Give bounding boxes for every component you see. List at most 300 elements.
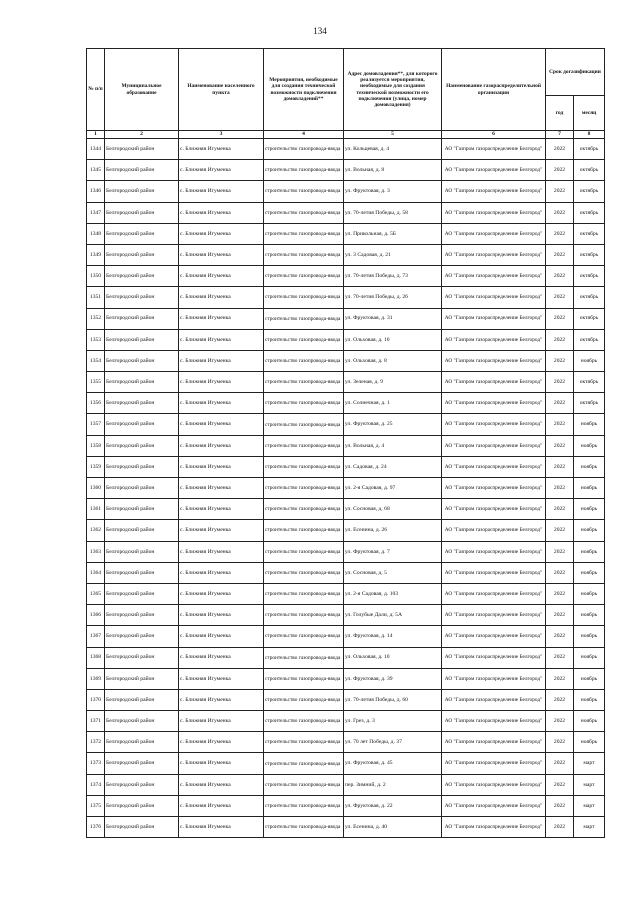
year-cell: 2022 — [546, 774, 574, 795]
table-row — [87, 689, 605, 710]
activity-cell: строительство газопровода-ввода — [264, 753, 344, 774]
column-number: 6 — [442, 131, 546, 139]
address-cell: ул. Садовая, д. 24 — [344, 456, 442, 477]
activity-cell: строительство газопровода-ввода — [264, 541, 344, 562]
year-cell: 2022 — [546, 647, 574, 668]
row-number: 1369 — [87, 668, 105, 689]
column-number: 7 — [546, 131, 574, 139]
month-cell: октябрь — [574, 160, 605, 181]
municipality-cell: Белгородский район — [105, 456, 179, 477]
settlement-cell: с. Ближняя Игуменка — [179, 562, 264, 583]
table-row — [87, 456, 605, 477]
column-number: 1 — [87, 131, 105, 139]
row-number: 1373 — [87, 753, 105, 774]
row-number: 1361 — [87, 499, 105, 520]
header-municipality: Муниципальное образование — [105, 49, 179, 131]
month-cell: ноябрь — [574, 478, 605, 499]
organization-cell: АО "Газпром газораспределение Белгород" — [442, 435, 546, 456]
table-row — [87, 605, 605, 626]
organization-cell: АО "Газпром газораспределение Белгород" — [442, 244, 546, 265]
organization-cell: АО "Газпром газораспределение Белгород" — [442, 308, 546, 329]
activity-cell: строительство газопровода-ввода — [264, 329, 344, 350]
municipality-cell: Белгородский район — [105, 329, 179, 350]
address-cell: ул. 70-летия Победы, д. 60 — [344, 689, 442, 710]
row-number: 1374 — [87, 774, 105, 795]
settlement-cell: с. Ближняя Игуменка — [179, 244, 264, 265]
activity-cell: строительство газопровода-ввода — [264, 393, 344, 414]
municipality-cell: Белгородский район — [105, 266, 179, 287]
settlement-cell: с. Ближняя Игуменка — [179, 817, 264, 838]
activity-cell: строительство газопровода-ввода — [264, 689, 344, 710]
row-number: 1364 — [87, 562, 105, 583]
municipality-cell: Белгородский район — [105, 583, 179, 604]
settlement-cell: с. Ближняя Игуменка — [179, 626, 264, 647]
year-cell: 2022 — [546, 711, 574, 732]
organization-cell: АО "Газпром газораспределение Белгород" — [442, 647, 546, 668]
row-number: 1346 — [87, 181, 105, 202]
month-cell: ноябрь — [574, 541, 605, 562]
settlement-cell: с. Ближняя Игуменка — [179, 732, 264, 753]
address-cell: ул. Фруктовая, д. 45 — [344, 753, 442, 774]
table-row — [87, 562, 605, 583]
year-cell: 2022 — [546, 795, 574, 816]
month-cell: ноябрь — [574, 562, 605, 583]
row-number: 1344 — [87, 139, 105, 160]
row-number: 1348 — [87, 223, 105, 244]
row-number: 1376 — [87, 817, 105, 838]
address-cell: ул. Фруктовая, д. 14 — [344, 626, 442, 647]
column-numbers-row — [87, 131, 605, 139]
month-cell: ноябрь — [574, 499, 605, 520]
month-cell: октябрь — [574, 308, 605, 329]
table-row — [87, 541, 605, 562]
page-number: 134 — [313, 26, 327, 36]
municipality-cell: Белгородский район — [105, 732, 179, 753]
settlement-cell: с. Ближняя Игуменка — [179, 605, 264, 626]
year-cell: 2022 — [546, 520, 574, 541]
row-number: 1353 — [87, 329, 105, 350]
organization-cell: АО "Газпром газораспределение Белгород" — [442, 202, 546, 223]
activity-cell: строительство газопровода-ввода — [264, 308, 344, 329]
year-cell: 2022 — [546, 562, 574, 583]
activity-cell: строительство газопровода-ввода — [264, 562, 344, 583]
row-number: 1363 — [87, 541, 105, 562]
table-row — [87, 478, 605, 499]
organization-cell: АО "Газпром газораспределение Белгород" — [442, 774, 546, 795]
address-cell: ул. Прикольная, д. 5Б — [344, 223, 442, 244]
municipality-cell: Белгородский район — [105, 499, 179, 520]
municipality-cell: Белгородский район — [105, 435, 179, 456]
month-cell: ноябрь — [574, 350, 605, 371]
address-cell: ул. Вольная, д. 8 — [344, 160, 442, 181]
year-cell: 2022 — [546, 308, 574, 329]
row-number: 1355 — [87, 372, 105, 393]
address-cell: ул. Грез, д. 3 — [344, 711, 442, 732]
row-number: 1365 — [87, 583, 105, 604]
table-row — [87, 626, 605, 647]
settlement-cell: с. Ближняя Игуменка — [179, 414, 264, 435]
municipality-cell: Белгородский район — [105, 520, 179, 541]
organization-cell: АО "Газпром газораспределение Белгород" — [442, 329, 546, 350]
organization-cell: АО "Газпром газораспределение Белгород" — [442, 626, 546, 647]
settlement-cell: с. Ближняя Игуменка — [179, 689, 264, 710]
year-cell: 2022 — [546, 372, 574, 393]
organization-cell: АО "Газпром газораспределение Белгород" — [442, 605, 546, 626]
settlement-cell: с. Ближняя Игуменка — [179, 350, 264, 371]
activity-cell: строительство газопровода-ввода — [264, 626, 344, 647]
address-cell: ул. Фруктовая, д. 31 — [344, 308, 442, 329]
address-cell: ул. Ольховая, д. 10 — [344, 647, 442, 668]
municipality-cell: Белгородский район — [105, 478, 179, 499]
address-cell: ул. Ольховая, д. 10 — [344, 329, 442, 350]
organization-cell: АО "Газпром газораспределение Белгород" — [442, 795, 546, 816]
row-number: 1354 — [87, 350, 105, 371]
settlement-cell: с. Ближняя Игуменка — [179, 541, 264, 562]
table-row — [87, 160, 605, 181]
table-row — [87, 329, 605, 350]
settlement-cell: с. Ближняя Игуменка — [179, 456, 264, 477]
settlement-cell: с. Ближняя Игуменка — [179, 393, 264, 414]
organization-cell: АО "Газпром газораспределение Белгород" — [442, 350, 546, 371]
header-settlement: Наименование населенного пункта — [179, 49, 264, 131]
settlement-cell: с. Ближняя Игуменка — [179, 583, 264, 604]
month-cell: ноябрь — [574, 711, 605, 732]
activity-cell: строительство газопровода-ввода — [264, 181, 344, 202]
activity-cell: строительство газопровода-ввода — [264, 583, 344, 604]
activity-cell: строительство газопровода-ввода — [264, 414, 344, 435]
activity-cell: строительство газопровода-ввода — [264, 139, 344, 160]
row-number: 1359 — [87, 456, 105, 477]
table-row — [87, 668, 605, 689]
column-number: 2 — [105, 131, 179, 139]
activity-cell: строительство газопровода-ввода — [264, 817, 344, 838]
header-address: Адрес домовладения**, для которого реализуется мероприятия, необходимые для создания технической возможности его подключения (улица, номер домовладения) — [344, 49, 442, 131]
settlement-cell: с. Ближняя Игуменка — [179, 711, 264, 732]
address-cell: ул. 70 лет Победы, д. 37 — [344, 732, 442, 753]
activity-cell: строительство газопровода-ввода — [264, 732, 344, 753]
municipality-cell: Белгородский район — [105, 414, 179, 435]
municipality-cell: Белгородский район — [105, 372, 179, 393]
municipality-cell: Белгородский район — [105, 287, 179, 308]
activity-cell: строительство газопровода-ввода — [264, 372, 344, 393]
address-cell: ул. 3 Садовая, д. 21 — [344, 244, 442, 265]
activity-cell: строительство газопровода-ввода — [264, 711, 344, 732]
settlement-cell: с. Ближняя Игуменка — [179, 329, 264, 350]
municipality-cell: Белгородский район — [105, 647, 179, 668]
row-number: 1360 — [87, 478, 105, 499]
month-cell: ноябрь — [574, 435, 605, 456]
year-cell: 2022 — [546, 181, 574, 202]
settlement-cell: с. Ближняя Игуменка — [179, 520, 264, 541]
year-cell: 2022 — [546, 202, 574, 223]
activity-cell: строительство газопровода-ввода — [264, 478, 344, 499]
activity-cell: строительство газопровода-ввода — [264, 223, 344, 244]
activity-cell: строительство газопровода-ввода — [264, 244, 344, 265]
municipality-cell: Белгородский район — [105, 562, 179, 583]
table-row — [87, 647, 605, 668]
organization-cell: АО "Газпром газораспределение Белгород" — [442, 223, 546, 244]
organization-cell: АО "Газпром газораспределение Белгород" — [442, 266, 546, 287]
month-cell: ноябрь — [574, 520, 605, 541]
organization-cell: АО "Газпром газораспределение Белгород" — [442, 520, 546, 541]
month-cell: октябрь — [574, 244, 605, 265]
month-cell: октябрь — [574, 266, 605, 287]
row-number: 1347 — [87, 202, 105, 223]
month-cell: март — [574, 795, 605, 816]
year-cell: 2022 — [546, 456, 574, 477]
address-cell: ул. Голубые Дали, д. 5А — [344, 605, 442, 626]
municipality-cell: Белгородский район — [105, 244, 179, 265]
gasification-table — [86, 48, 605, 838]
table-row — [87, 350, 605, 371]
settlement-cell: с. Ближняя Игуменка — [179, 202, 264, 223]
organization-cell: АО "Газпром газораспределение Белгород" — [442, 160, 546, 181]
municipality-cell: Белгородский район — [105, 817, 179, 838]
address-cell: ул. Кольцевая, д. 4 — [344, 139, 442, 160]
settlement-cell: с. Ближняя Игуменка — [179, 287, 264, 308]
month-cell: октябрь — [574, 287, 605, 308]
row-number: 1345 — [87, 160, 105, 181]
municipality-cell: Белгородский район — [105, 541, 179, 562]
table-row — [87, 308, 605, 329]
header-organization: Наименование газораспределительной организации — [442, 49, 546, 131]
table-row — [87, 753, 605, 774]
address-cell: ул. 2-я Садовая, д. 97 — [344, 478, 442, 499]
header-num: № п/п — [87, 49, 105, 131]
address-cell: ул. Ольховая, д. 8 — [344, 350, 442, 371]
row-number: 1370 — [87, 689, 105, 710]
header-year: год — [546, 96, 574, 131]
table-row — [87, 393, 605, 414]
municipality-cell: Белгородский район — [105, 139, 179, 160]
activity-cell: строительство газопровода-ввода — [264, 605, 344, 626]
row-number: 1349 — [87, 244, 105, 265]
address-cell: ул. Сосновая, д. 5 — [344, 562, 442, 583]
organization-cell: АО "Газпром газораспределение Белгород" — [442, 817, 546, 838]
settlement-cell: с. Ближняя Игуменка — [179, 668, 264, 689]
organization-cell: АО "Газпром газораспределение Белгород" — [442, 753, 546, 774]
month-cell: ноябрь — [574, 605, 605, 626]
settlement-cell: с. Ближняя Игуменка — [179, 499, 264, 520]
settlement-cell: с. Ближняя Игуменка — [179, 160, 264, 181]
municipality-cell: Белгородский район — [105, 181, 179, 202]
municipality-cell: Белгородский район — [105, 753, 179, 774]
year-cell: 2022 — [546, 223, 574, 244]
settlement-cell: с. Ближняя Игуменка — [179, 753, 264, 774]
year-cell: 2022 — [546, 732, 574, 753]
table-row — [87, 499, 605, 520]
month-cell: октябрь — [574, 372, 605, 393]
settlement-cell: с. Ближняя Игуменка — [179, 795, 264, 816]
month-cell: ноябрь — [574, 626, 605, 647]
year-cell: 2022 — [546, 287, 574, 308]
settlement-cell: с. Ближняя Игуменка — [179, 181, 264, 202]
year-cell: 2022 — [546, 668, 574, 689]
organization-cell: АО "Газпром газораспределение Белгород" — [442, 562, 546, 583]
year-cell: 2022 — [546, 541, 574, 562]
table-row — [87, 795, 605, 816]
year-cell: 2022 — [546, 499, 574, 520]
settlement-cell: с. Ближняя Игуменка — [179, 478, 264, 499]
activity-cell: строительство газопровода-ввода — [264, 647, 344, 668]
activity-cell: строительство газопровода-ввода — [264, 456, 344, 477]
activity-cell: строительство газопровода-ввода — [264, 287, 344, 308]
settlement-cell: с. Ближняя Игуменка — [179, 223, 264, 244]
row-number: 1367 — [87, 626, 105, 647]
row-number: 1358 — [87, 435, 105, 456]
row-number: 1375 — [87, 795, 105, 816]
organization-cell: АО "Газпром газораспределение Белгород" — [442, 414, 546, 435]
settlement-cell: с. Ближняя Игуменка — [179, 774, 264, 795]
table-row — [87, 435, 605, 456]
organization-cell: АО "Газпром газораспределение Белгород" — [442, 372, 546, 393]
month-cell: октябрь — [574, 393, 605, 414]
year-cell: 2022 — [546, 266, 574, 287]
settlement-cell: с. Ближняя Игуменка — [179, 139, 264, 160]
municipality-cell: Белгородский район — [105, 774, 179, 795]
address-cell: ул. Фруктовая, д. 25 — [344, 414, 442, 435]
address-cell: ул. 2-я Садовая, д. 103 — [344, 583, 442, 604]
organization-cell: АО "Газпром газораспределение Белгород" — [442, 541, 546, 562]
header-month: месяц — [574, 96, 605, 131]
municipality-cell: Белгородский район — [105, 393, 179, 414]
municipality-cell: Белгородский район — [105, 795, 179, 816]
table-row — [87, 774, 605, 795]
municipality-cell: Белгородский район — [105, 605, 179, 626]
activity-cell: строительство газопровода-ввода — [264, 520, 344, 541]
municipality-cell: Белгородский район — [105, 202, 179, 223]
month-cell: ноябрь — [574, 732, 605, 753]
year-cell: 2022 — [546, 626, 574, 647]
settlement-cell: с. Ближняя Игуменка — [179, 435, 264, 456]
row-number: 1352 — [87, 308, 105, 329]
year-cell: 2022 — [546, 393, 574, 414]
row-number: 1351 — [87, 287, 105, 308]
month-cell: март — [574, 774, 605, 795]
row-number: 1357 — [87, 414, 105, 435]
organization-cell: АО "Газпром газораспределение Белгород" — [442, 181, 546, 202]
year-cell: 2022 — [546, 435, 574, 456]
month-cell: март — [574, 753, 605, 774]
address-cell: пер. Зимний, д. 2 — [344, 774, 442, 795]
table-row — [87, 223, 605, 244]
municipality-cell: Белгородский район — [105, 223, 179, 244]
table-row — [87, 414, 605, 435]
year-cell: 2022 — [546, 478, 574, 499]
month-cell: ноябрь — [574, 668, 605, 689]
table-row — [87, 711, 605, 732]
table-row — [87, 583, 605, 604]
activity-cell: строительство газопровода-ввода — [264, 795, 344, 816]
organization-cell: АО "Газпром газораспределение Белгород" — [442, 287, 546, 308]
address-cell: ул. Солнечная, д. 1 — [344, 393, 442, 414]
municipality-cell: Белгородский район — [105, 689, 179, 710]
month-cell: март — [574, 817, 605, 838]
row-number: 1366 — [87, 605, 105, 626]
row-number: 1356 — [87, 393, 105, 414]
month-cell: ноябрь — [574, 456, 605, 477]
settlement-cell: с. Ближняя Игуменка — [179, 372, 264, 393]
organization-cell: АО "Газпром газораспределение Белгород" — [442, 668, 546, 689]
table-body — [87, 139, 605, 838]
settlement-cell: с. Ближняя Игуменка — [179, 308, 264, 329]
year-cell: 2022 — [546, 244, 574, 265]
organization-cell: АО "Газпром газораспределение Белгород" — [442, 456, 546, 477]
municipality-cell: Белгородский район — [105, 711, 179, 732]
month-cell: октябрь — [574, 139, 605, 160]
year-cell: 2022 — [546, 350, 574, 371]
municipality-cell: Белгородский район — [105, 308, 179, 329]
municipality-cell: Белгородский район — [105, 626, 179, 647]
table-row — [87, 266, 605, 287]
year-cell: 2022 — [546, 605, 574, 626]
municipality-cell: Белгородский район — [105, 668, 179, 689]
activity-cell: строительство газопровода-ввода — [264, 774, 344, 795]
table-row — [87, 181, 605, 202]
year-cell: 2022 — [546, 689, 574, 710]
header-deadline: Срок догазификации — [546, 49, 605, 96]
municipality-cell: Белгородский район — [105, 350, 179, 371]
table-row — [87, 372, 605, 393]
table-row — [87, 520, 605, 541]
address-cell: ул. Фруктовая, д. 7 — [344, 541, 442, 562]
row-number: 1350 — [87, 266, 105, 287]
table-row — [87, 202, 605, 223]
organization-cell: АО "Газпром газораспределение Белгород" — [442, 393, 546, 414]
table-row — [87, 244, 605, 265]
month-cell: октябрь — [574, 181, 605, 202]
column-number: 5 — [344, 131, 442, 139]
organization-cell: АО "Газпром газораспределение Белгород" — [442, 689, 546, 710]
address-cell: ул. 70-летия Победы, д. 58 — [344, 202, 442, 223]
address-cell: ул. Фруктовая, д. 22 — [344, 795, 442, 816]
address-cell: ул. Фруктовая, д. 39 — [344, 668, 442, 689]
address-cell: ул. Есенина, д. 40 — [344, 817, 442, 838]
month-cell: ноябрь — [574, 414, 605, 435]
address-cell: ул. Зеленая, д. 9 — [344, 372, 442, 393]
month-cell: ноябрь — [574, 689, 605, 710]
row-number: 1371 — [87, 711, 105, 732]
header-activity: Мероприятия, необходимые для создания технической возможности подключения домовладений** — [264, 49, 344, 131]
address-cell: ул. 70-летия Победы, д. 73 — [344, 266, 442, 287]
column-number: 4 — [264, 131, 344, 139]
address-cell: ул. Вольная, д. 4 — [344, 435, 442, 456]
activity-cell: строительство газопровода-ввода — [264, 160, 344, 181]
organization-cell: АО "Газпром газораспределение Белгород" — [442, 139, 546, 160]
year-cell: 2022 — [546, 414, 574, 435]
address-cell: ул. 70-летия Победы, д. 26 — [344, 287, 442, 308]
year-cell: 2022 — [546, 160, 574, 181]
address-cell: ул. Сосновая, д. 68 — [344, 499, 442, 520]
table-row — [87, 732, 605, 753]
month-cell: октябрь — [574, 329, 605, 350]
table-row — [87, 287, 605, 308]
row-number: 1372 — [87, 732, 105, 753]
activity-cell: строительство газопровода-ввода — [264, 668, 344, 689]
month-cell: ноябрь — [574, 647, 605, 668]
settlement-cell: с. Ближняя Игуменка — [179, 266, 264, 287]
settlement-cell: с. Ближняя Игуменка — [179, 647, 264, 668]
activity-cell: строительство газопровода-ввода — [264, 266, 344, 287]
organization-cell: АО "Газпром газораспределение Белгород" — [442, 732, 546, 753]
organization-cell: АО "Газпром газораспределение Белгород" — [442, 499, 546, 520]
year-cell: 2022 — [546, 139, 574, 160]
organization-cell: АО "Газпром газораспределение Белгород" — [442, 583, 546, 604]
year-cell: 2022 — [546, 817, 574, 838]
row-number: 1368 — [87, 647, 105, 668]
activity-cell: строительство газопровода-ввода — [264, 435, 344, 456]
activity-cell: строительство газопровода-ввода — [264, 499, 344, 520]
